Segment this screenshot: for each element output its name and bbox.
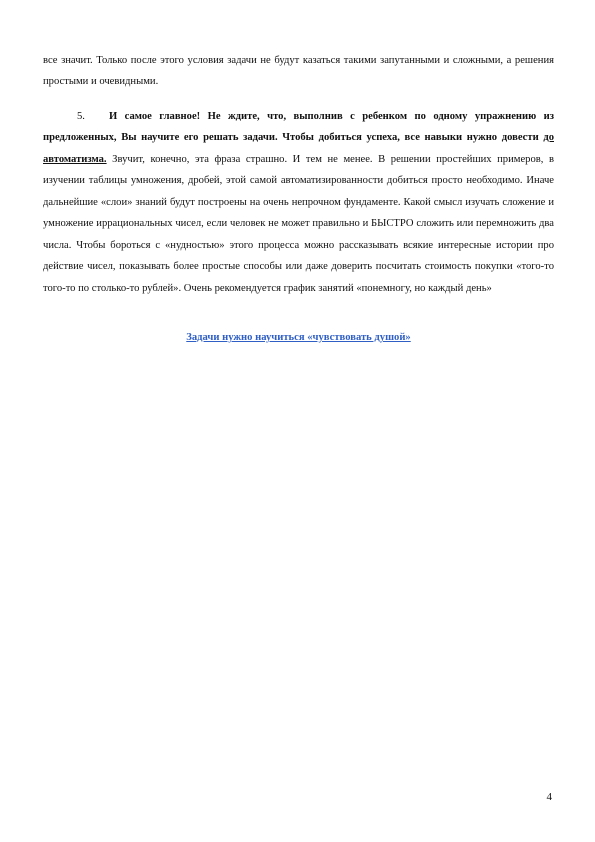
list-item-bold-text: И самое главное! Не ждите, что, выполнив с ребенком по одному упражнению из предложенных, Вы научите его решать задачи. Чтобы добиться успеха, все навыки нужно довести: [43, 110, 554, 144]
page-number: 4: [546, 791, 552, 803]
list-item-bold-underlined-text: до автоматизма.: [43, 132, 554, 165]
continuation-paragraph: все значит. Только после этого условия задачи не будут казаться такими запутанными и сложными, а решения простыми и очевидными.: [43, 54, 554, 88]
list-item-body-text: Звучит, конечно, эта фраза страшно. И тем не менее. В решении простейших примеров, в изучении таблицы умножения, дробей, этой самой автоматизированности добиться просто необходимо. Иначе дальнейшие «слои» знаний будут построены на очень непрочном фундаменте. Какой смысл изучать сложение и умножение иррациональных чисел, если человек не может правильно и БЫСТРО сложить или перемножить два числа. Чтобы бороться с «нудностью» этого процесса можно рассказывать всякие интересные истории про действие чисел, показывать более простые способы или даже доверить посчитать стоимость покупки «того-то того-то по столько-то рублей». Очень рекомендуется график занятий «понемногу, но каждый день»: [43, 153, 554, 294]
section-heading: Задачи нужно научиться «чувствовать душой»: [186, 332, 411, 343]
list-item-number: 5.: [77, 110, 85, 122]
list-item-5: [43, 106, 554, 300]
